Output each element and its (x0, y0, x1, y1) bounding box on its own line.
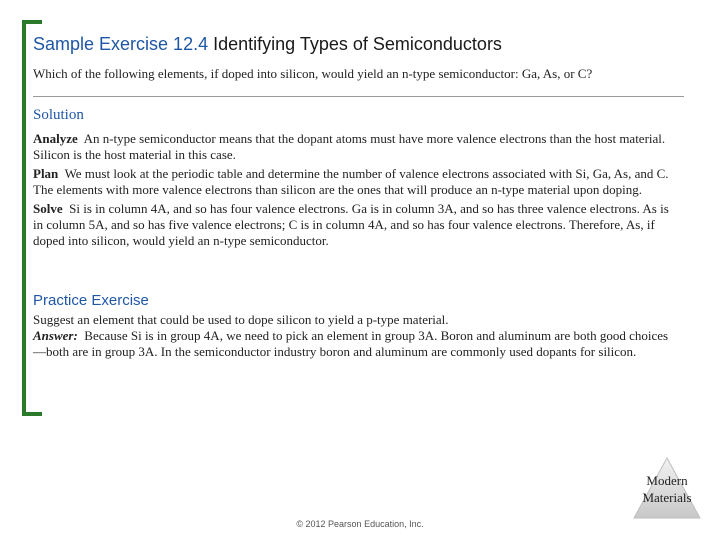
logo-line-2: Materials (642, 490, 692, 505)
practice-body (33, 312, 673, 360)
answer-label: Answer: (33, 328, 78, 343)
copyright-footer: © 2012 Pearson Education, Inc. (296, 519, 424, 529)
exercise-title-rest: Identifying Types of Semiconductors (213, 34, 502, 54)
modern-materials-logo (632, 456, 702, 520)
exercise-title (33, 34, 502, 55)
solution-body (33, 131, 673, 252)
solution-heading: Solution (33, 107, 84, 123)
plan-label: Plan (33, 166, 59, 181)
practice-answer (33, 328, 673, 360)
logo-text (632, 472, 702, 506)
practice-heading: Practice Exercise (33, 292, 149, 309)
solve-text: Si is in column 4A, and so has four valence electrons. Ga is in column 3A, and so has three valence electrons. As is in column 5A, and so has five valence electrons; C is in column 4A, and so has four valence electrons. Therefore, As, if doped into silicon, would yield an n-type semiconductor. (33, 201, 669, 248)
divider-line (33, 96, 684, 97)
analyze-label: Analyze (33, 131, 78, 146)
exercise-question: Which of the following elements, if doped into silicon, would yield an n-type semiconductor: Ga, As, or C? (33, 66, 593, 81)
solve-label: Solve (33, 201, 63, 216)
plan-text: We must look at the periodic table and determine the number of valence electrons associated with Si, Ga, As, and C. The elements with more valence electrons than silicon are the ones that will produce an n-type material upon doping. (33, 166, 669, 197)
exercise-title-lead: Sample Exercise 12.4 (33, 34, 209, 54)
practice-prompt: Suggest an element that could be used to dope silicon to yield a p-type material. (33, 312, 449, 327)
plan-paragraph (33, 166, 673, 198)
analyze-text: An n-type semiconductor means that the dopant atoms must have more valence electrons than the host material. Silicon is the host material in this case. (33, 131, 666, 162)
analyze-paragraph (33, 131, 673, 163)
solve-paragraph (33, 201, 673, 249)
answer-text: Because Si is in group 4A, we need to pick an element in group 3A. Boron and aluminum are both good choices—both are in group 3A. In the semiconductor industry boron and aluminum are commonly used dopants for silicon. (33, 328, 669, 359)
logo-line-1: Modern (646, 473, 688, 488)
